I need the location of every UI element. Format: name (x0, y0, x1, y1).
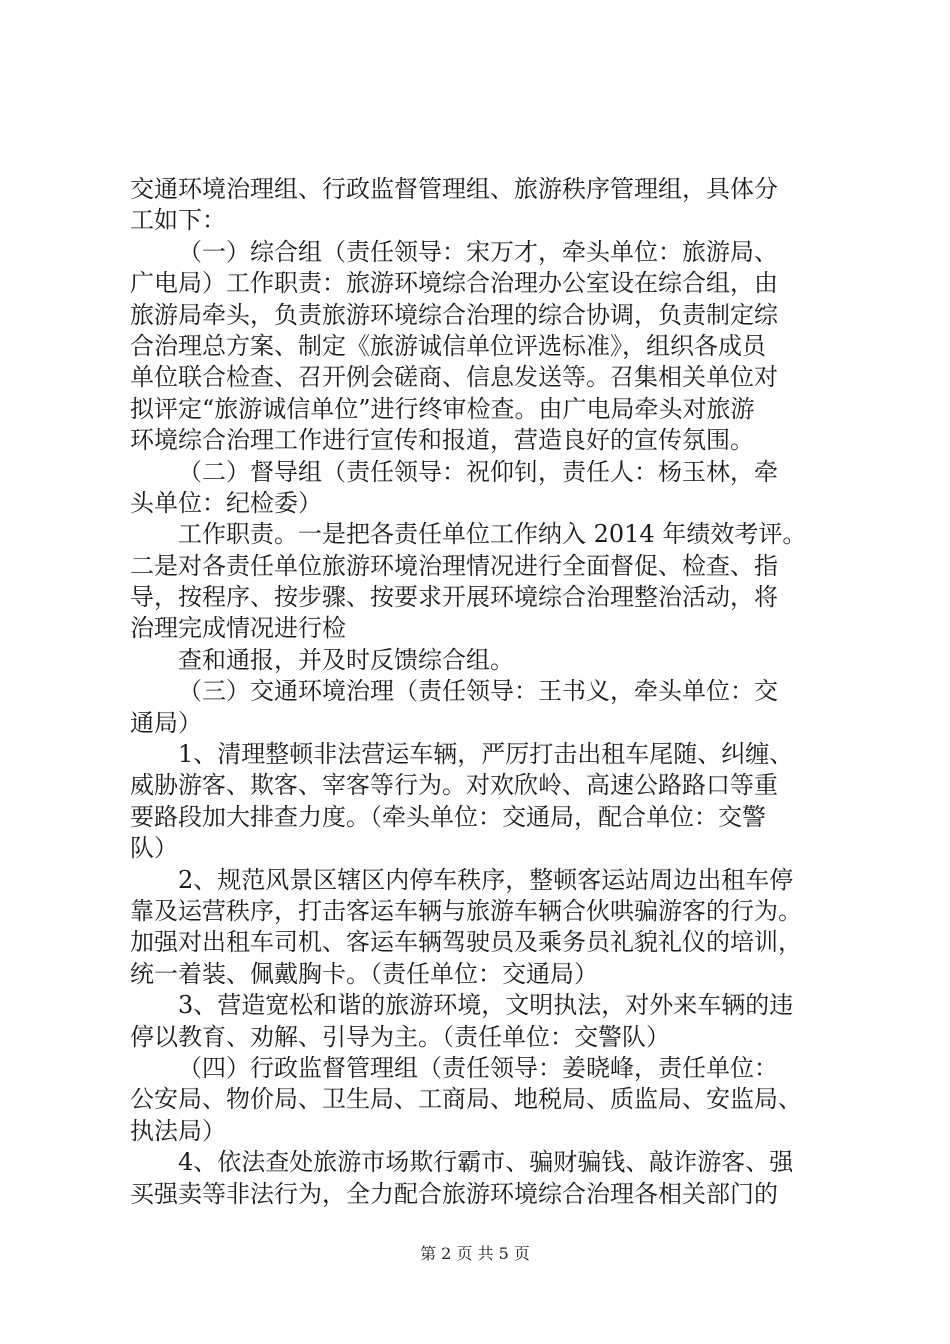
body-text-line: 3、营造宽松和谐的旅游环境，文明执法，对外来车辆的违 (178, 991, 794, 1020)
body-text-line: 拟评定“旅游诚信单位”进行终审检查。由广电局牵头对旅游 (130, 394, 755, 423)
body-text-line: 靠及运营秩序，打击客运车辆与旅游车辆合伙哄骗游客的行为。 (130, 896, 802, 925)
body-text-line: 买强卖等非法行为，全力配合旅游环境综合治理各相关部门的 (130, 1179, 778, 1208)
body-text-line: 停以教育、劝解、引导为主。（责任单位：交警队） (130, 1022, 670, 1051)
body-text-line: 查和通报，并及时反馈综合组。 (178, 645, 514, 674)
body-text-line: 加强对出租车司机、客运车辆驾驶员及乘务员礼貌礼仪的培训， (130, 928, 802, 957)
body-text-line: 旅游局牵头，负责旅游环境综合治理的综合协调，负责制定综 (130, 300, 778, 329)
body-text-line: 工如下： (130, 206, 226, 235)
body-text-line: 治理完成情况进行检 (130, 614, 346, 643)
body-text-line: 单位联合检查、召开例会磋商、信息发送等。召集相关单位对 (130, 363, 778, 392)
body-text-line: 合治理总方案、制定《旅游诚信单位评选标准》，组织各成员 (130, 331, 766, 360)
body-text-line: 二是对各责任单位旅游环境治理情况进行全面督促、检查、指 (130, 551, 778, 580)
document-body (130, 174, 830, 1210)
body-text-line: （一）综合组（责任领导：宋万才，牵头单位：旅游局、 (178, 237, 778, 266)
body-text-line: 要路段加大排查力度。（牵头单位：交通局，配合单位：交警 (130, 802, 766, 831)
body-text-line: 统一着装、佩戴胸卡。（责任单位：交通局） (130, 959, 598, 988)
body-text-line: 执法局） (130, 1116, 226, 1145)
body-text-line: 交通环境治理组、行政监督管理组、旅游秩序管理组，具体分 (130, 175, 778, 203)
body-text-line: 队） (130, 834, 178, 863)
body-text-line: 2、规范风景区辖区内停车秩序，整顿客运站周边出租车停 (178, 865, 794, 894)
page-number-footer: 第 2 页 共 5 页 (420, 1244, 530, 1263)
body-text-line: 4、依法查处旅游市场欺行霸市、骗财骗钱、敲诈游客、强 (178, 1148, 794, 1177)
body-text-line: （四）行政监督管理组（责任领导：姜晓峰，责任单位： (178, 1053, 778, 1082)
body-text-line: 广电局）工作职责：旅游环境综合治理办公室设在综合组，由 (130, 269, 778, 298)
body-text-line: 工作职责。一是把各责任单位工作纳入 2014 年绩效考评。 (178, 520, 807, 549)
body-text-line: 头单位：纪检委） (130, 488, 322, 517)
body-text-line: （三）交通环境治理（责任领导：王书义，牵头单位：交 (178, 677, 778, 706)
body-text-line: 导，按程序、按步骤、按要求开展环境综合治理整治活动，将 (130, 583, 778, 612)
body-text-line: 环境综合治理工作进行宣传和报道，营造良好的宣传氛围。 (130, 426, 754, 455)
body-text-line: 通局） (130, 708, 202, 737)
body-text-line: 1、清理整顿非法营运车辆，严厉打击出租车尾随、纠缠、 (178, 740, 794, 769)
body-text-line: （二）督导组（责任领导：祝仰钊，责任人：杨玉林，牵 (178, 457, 778, 486)
body-text-line: 威胁游客、欺客、宰客等行为。对欢欣岭、高速公路路口等重 (130, 771, 778, 800)
body-text-line: 公安局、物价局、卫生局、工商局、地税局、质监局、安监局、 (130, 1085, 802, 1114)
